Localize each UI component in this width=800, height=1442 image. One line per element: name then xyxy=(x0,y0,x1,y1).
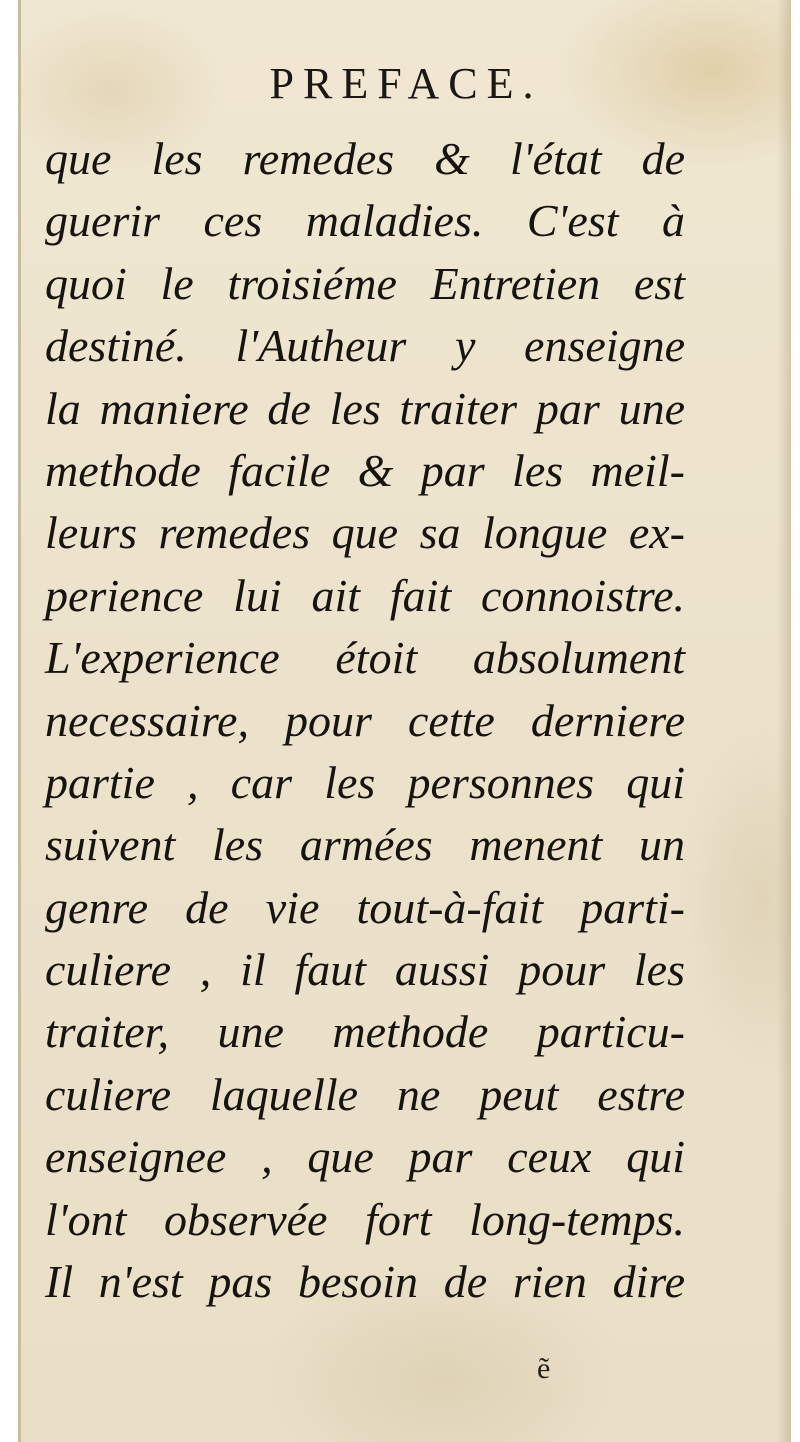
text-line: destiné. l'Autheur y enseigne xyxy=(45,320,685,372)
text-line: traiter, une methode particu- xyxy=(45,1006,685,1058)
text-line: genre de vie tout-à-fait parti- xyxy=(45,881,685,933)
text-block xyxy=(45,128,685,1313)
text-line: la maniere de les traiter par une xyxy=(45,382,685,434)
text-line: que les remedes & l'état de xyxy=(45,133,685,184)
text-line: culiere laquelle ne peut estre xyxy=(45,1068,685,1120)
text-line: perience lui ait fait connoistre. xyxy=(45,569,685,621)
running-header: PREFACE. xyxy=(269,59,543,108)
text-line: methode facile & par les meil- xyxy=(45,444,685,496)
page-edge-shadow xyxy=(777,0,791,1442)
text-line: leurs remedes que sa longue ex- xyxy=(45,507,685,559)
text-line: culiere , il faut aussi pour les xyxy=(45,944,685,996)
text-line: quoi le troisiéme Entretien est xyxy=(45,257,685,309)
text-line: l'ont observée fort long-temps. xyxy=(45,1193,685,1245)
text-line: suivent les armées menent un xyxy=(45,819,685,871)
catchword: ẽ xyxy=(537,1352,551,1385)
text-line: necessaire, pour cette derniere xyxy=(45,694,685,746)
text-line: Il n'est pas besoin de rien dire xyxy=(45,1256,685,1308)
text-line: guerir ces maladies. C'est à xyxy=(45,195,685,247)
book-page xyxy=(18,0,791,1442)
text-line: enseignee , que par ceux qui xyxy=(45,1131,685,1183)
text-line: partie , car les personnes qui xyxy=(45,756,685,808)
text-line: L'experience étoit absolument xyxy=(45,632,685,684)
